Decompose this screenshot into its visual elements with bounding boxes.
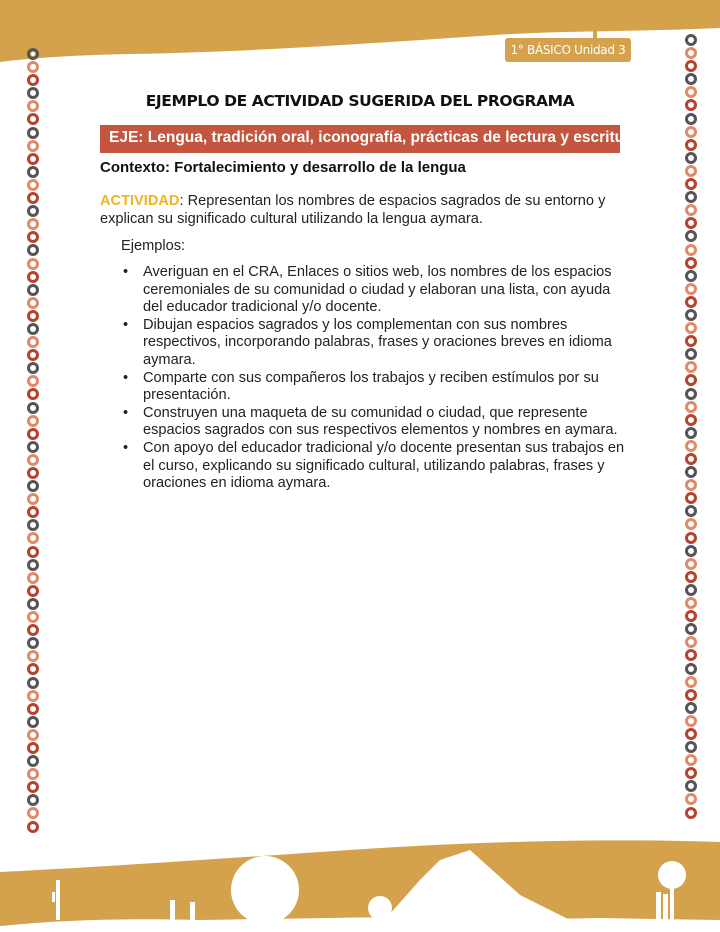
ornament-icon [27,690,39,702]
unit-badge: 1° BÁSICO Unidad 3 [505,38,631,62]
ornament-icon [27,74,39,86]
ornament-icon [685,257,697,269]
ornament-icon [685,361,697,373]
ornament-icon [27,244,39,256]
ornament-icon [685,571,697,583]
ornament-icon [685,767,697,779]
ornament-icon [685,610,697,622]
ornament-icon [685,270,697,282]
list-item-text: Averiguan en el CRA, Enlaces o sitios web, los nombres de los espacios ceremoniales de su comunidad o ciudad y elaboran una lista, con ayuda del educador tradicional y/o docente. [143,264,612,316]
ornament-icon [27,415,39,427]
ornament-icon [685,283,697,295]
ornament-icon [685,73,697,85]
ornament-icon [27,153,39,165]
ornament-icon [685,348,697,360]
ornament-icon [685,139,697,151]
ornament-icon [685,309,697,321]
bullet-icon: • [123,264,129,280]
ornament-icon [685,479,697,491]
ornament-icon [685,676,697,688]
list-item [121,370,631,405]
ornament-icon [27,781,39,793]
examples-list [121,264,631,493]
ornament-icon [685,793,697,805]
ornament-icon [27,192,39,204]
bullet-icon: • [123,404,129,421]
ornament-icon [685,388,697,400]
ornament-icon [27,310,39,322]
ornament-icon [27,729,39,741]
list-item [121,264,631,317]
ornament-icon [685,466,697,478]
ornament-icon [685,204,697,216]
ornament-icon [685,60,697,72]
ornament-icon [685,663,697,675]
ornament-icon [685,689,697,701]
context-heading: Contexto: Fortalecimiento y desarrollo de la lengua [100,159,466,176]
ornament-icon [27,624,39,636]
ornament-icon [685,230,697,242]
ornament-icon [27,271,39,283]
ornament-icon [27,663,39,675]
ornament-icon [685,440,697,452]
ornament-icon [685,728,697,740]
ornament-icon [685,152,697,164]
ornament-icon [27,755,39,767]
ornament-icon [685,702,697,714]
ornament-icon [27,598,39,610]
bullet-icon: • [123,316,129,333]
ornament-icon [27,493,39,505]
ornament-icon [27,768,39,780]
ornament-icon [27,166,39,178]
ornament-icon [27,637,39,649]
ornament-icon [27,402,39,414]
ornament-icon [27,519,39,531]
ornament-icon [27,428,39,440]
ornament-icon [685,34,697,46]
ornament-icon [685,780,697,792]
bullet-icon: • [123,439,129,456]
ornament-icon [27,362,39,374]
bullet-icon: • [123,369,129,386]
ornament-icon [27,650,39,662]
ornament-icon [27,336,39,348]
ornament-icon [685,807,697,819]
ornament-icon [685,401,697,413]
list-item-text: Construyen una maqueta de su comunidad o ciudad, que represente espacios sagrados con sus respectivos elementos y nombres en aymara. [143,404,618,439]
ornament-icon [27,677,39,689]
ornament-icon [27,205,39,217]
ornament-icon [685,518,697,530]
ornament-icon [685,492,697,504]
ornament-icon [685,178,697,190]
ornament-icon [685,414,697,426]
ornament-icon [685,244,697,256]
ornament-icon [685,427,697,439]
ornament-icon [27,585,39,597]
ornament-icon [685,113,697,125]
ornament-icon [685,597,697,609]
ornament-icon [27,349,39,361]
ornament-icon [685,754,697,766]
ornament-icon [27,716,39,728]
examples-label: Ejemplos: [121,238,186,254]
ornament-icon [27,323,39,335]
ornament-icon [27,258,39,270]
ornament-icon [685,636,697,648]
activity-label: ACTIVIDAD [100,193,180,209]
activity-paragraph [100,192,620,228]
ornament-icon [27,48,39,60]
ornament-icon [27,61,39,73]
ornament-icon [685,505,697,517]
ornament-icon [685,623,697,635]
ornament-icon [27,231,39,243]
ornament-icon [685,296,697,308]
ornament-icon [27,742,39,754]
ornament-icon [27,297,39,309]
footer-landscape-illustration [0,820,720,932]
list-item [121,440,631,493]
ornament-icon [27,127,39,139]
ornament-icon [27,284,39,296]
list-item-text: Comparte con sus compañeros los trabajos y reciben estímulos por su presentación. [143,369,599,404]
eje-banner: EJE: Lengua, tradición oral, iconografía, prácticas de lectura y escritura [100,125,620,153]
ornament-icon [685,47,697,59]
ornament-icon [27,454,39,466]
ornament-icon [27,703,39,715]
ornament-icon [685,191,697,203]
ornament-icon [685,453,697,465]
page-title: EJEMPLO DE ACTIVIDAD SUGERIDA DEL PROGRAMA [145,92,575,110]
ornament-icon [27,179,39,191]
ornament-icon [685,741,697,753]
list-item [121,317,631,370]
ornament-icon [27,572,39,584]
ornament-icon [27,375,39,387]
ornament-icon [685,165,697,177]
ornament-icon [685,584,697,596]
ornament-icon [27,611,39,623]
list-item [121,405,631,440]
ornament-icon [685,558,697,570]
ornament-icon [27,559,39,571]
ornament-icon [685,715,697,727]
list-item-text: Con apoyo del educador tradicional y/o docente presentan sus trabajos en el curso, explicando su significado cultural, utilizando palabras, frases y oraciones en idioma aymara. [143,439,625,492]
left-ornament-border [25,48,41,834]
ornament-icon [685,532,697,544]
ornament-icon [685,649,697,661]
ornament-icon [27,546,39,558]
ornament-icon [685,126,697,138]
ornament-icon [27,506,39,518]
ornament-icon [27,388,39,400]
ornament-icon [27,807,39,819]
ornament-icon [27,140,39,152]
ornament-icon [27,480,39,492]
activity-text: : Representan los nombres de espacios sagrados de su entorno y explican su significado cultural utilizando la lengua aymara. [100,193,606,227]
list-item-text: Dibujan espacios sagrados y los complementan con sus nombres respectivos, incorporando palabras, frases y oraciones breves en idioma aymara. [143,316,612,368]
ornament-icon [27,794,39,806]
ornament-icon [27,467,39,479]
ornament-icon [27,532,39,544]
ornament-icon [685,374,697,386]
ornament-icon [685,335,697,347]
ornament-icon [27,113,39,125]
right-ornament-border [683,34,699,820]
ornament-icon [685,322,697,334]
ornament-icon [685,217,697,229]
ornament-icon [27,218,39,230]
ornament-icon [27,441,39,453]
ornament-icon [685,545,697,557]
